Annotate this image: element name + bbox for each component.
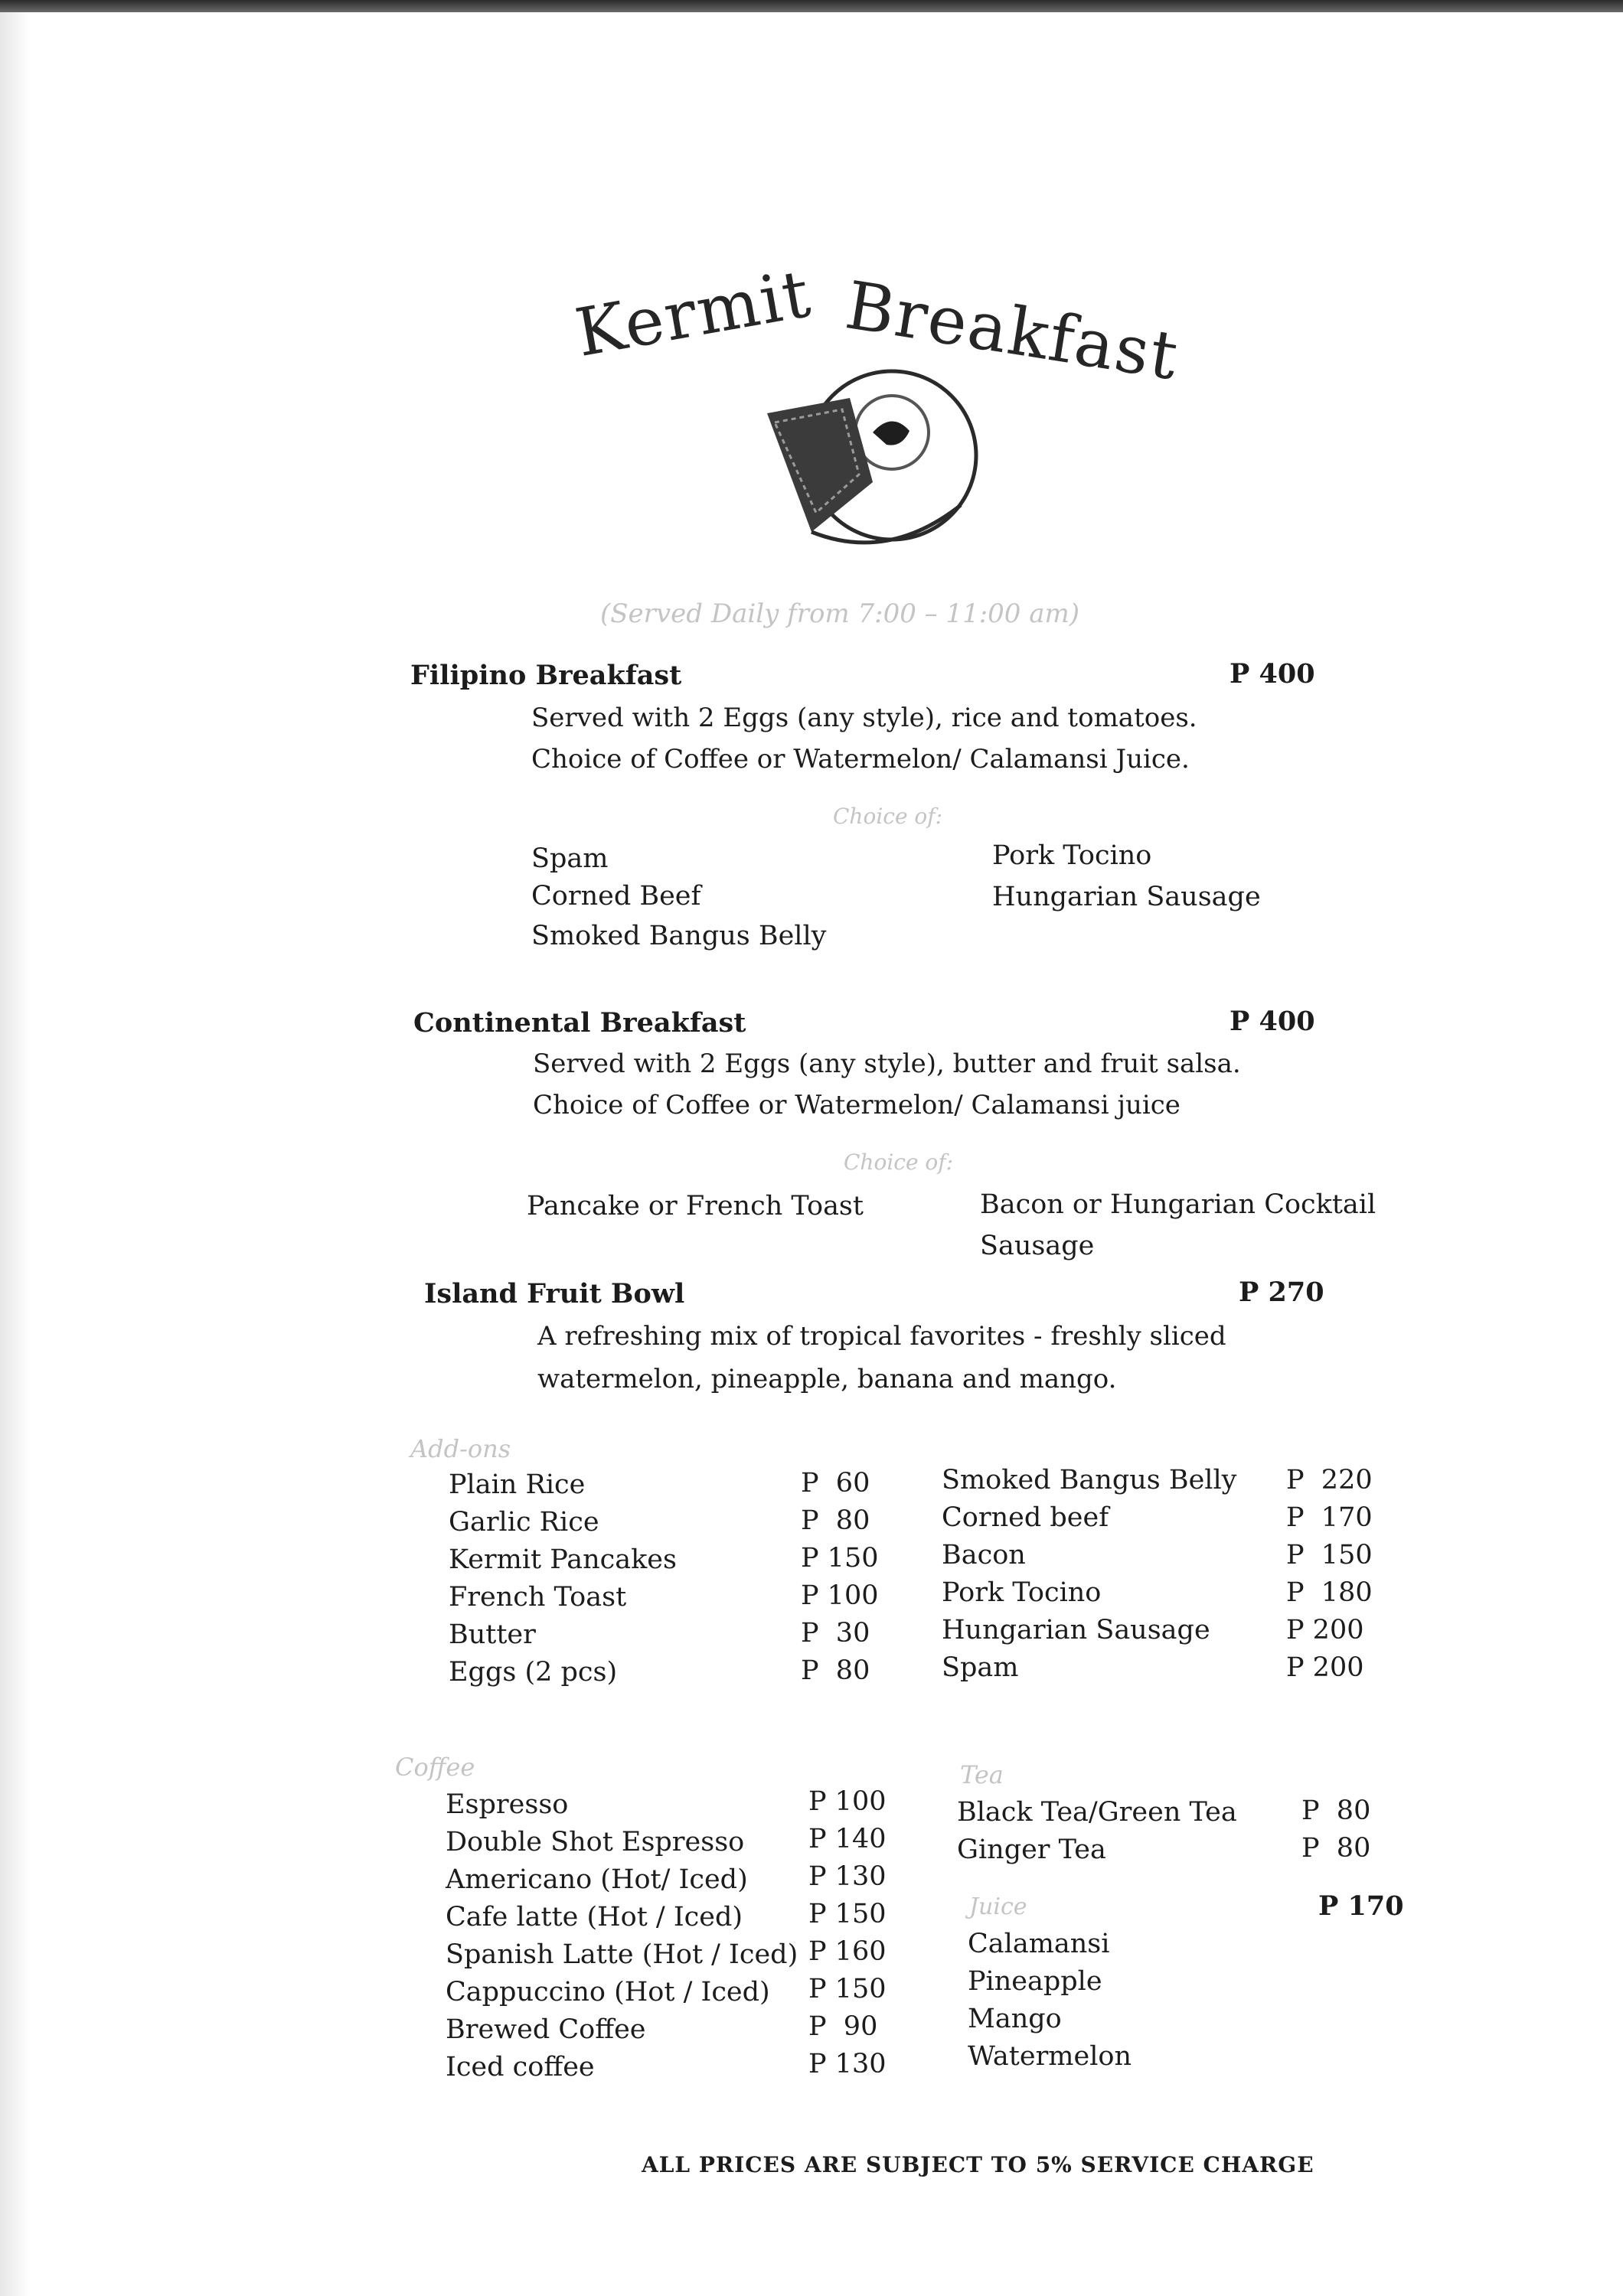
dish-desc-continental-1: Served with 2 Eggs (any style), butter and fruit salsa. — [533, 1049, 1241, 1079]
addon-name: Smoked Bangus Belly — [942, 1465, 1237, 1495]
coffee-item: Iced coffee — [446, 2052, 595, 2082]
dish-price-filipino: P 400 — [1229, 658, 1315, 690]
juice-item: Watermelon — [968, 2041, 1132, 2072]
choice-item: Hungarian Sausage — [992, 882, 1261, 912]
dish-desc-filipino-2: Choice of Coffee or Watermelon/ Calamansi Juice. — [531, 744, 1190, 775]
coffee-price: P 130 — [808, 1861, 887, 1892]
addon-name: Spam — [942, 1652, 1019, 1683]
addon-name: Pork Tocino — [942, 1577, 1102, 1608]
tea-names — [957, 1797, 1237, 1872]
coffee-item: Brewed Coffee — [446, 2014, 646, 2045]
tea-label: Tea — [960, 1760, 1004, 1789]
dish-price-fruit-bowl: P 270 — [1239, 1277, 1324, 1308]
addon-price: P 170 — [1286, 1502, 1373, 1533]
juice-item: Calamansi — [968, 1929, 1110, 1959]
coffee-price: P 90 — [808, 2011, 878, 2042]
addon-price: P 80 — [801, 1505, 870, 1536]
choice-label-continental: Choice of: — [844, 1150, 954, 1175]
coffee-price: P 150 — [808, 1974, 887, 2004]
served-hours: (Served Daily from 7:00 – 11:00 am) — [600, 598, 1080, 629]
dish-name-continental: Continental Breakfast — [413, 1007, 746, 1039]
coffee-item: Spanish Latte (Hot / Iced) — [446, 1939, 798, 1970]
dish-name-filipino: Filipino Breakfast — [410, 660, 682, 691]
service-charge-note: ALL PRICES ARE SUBJECT TO 5% SERVICE CHARGE — [642, 2152, 1314, 2177]
tea-prices — [1301, 1795, 1370, 1870]
addon-price: P 200 — [1286, 1652, 1364, 1683]
coffee-item: Cappuccino (Hot / Iced) — [446, 1977, 770, 2007]
addon-price: P 80 — [801, 1655, 870, 1686]
choices-left-filipino — [531, 843, 826, 958]
dish-desc-filipino-1: Served with 2 Eggs (any style), rice and tomatoes. — [531, 703, 1197, 733]
addon-price: P 220 — [1286, 1465, 1373, 1495]
scan-top-edge — [0, 0, 1623, 12]
juice-item: Mango — [968, 2004, 1062, 2034]
choice-item: Smoked Bangus Belly — [531, 921, 827, 951]
tea-item: Ginger Tea — [957, 1835, 1106, 1865]
coffee-names — [446, 1789, 798, 2089]
coffee-item: Americano (Hot/ Iced) — [446, 1864, 748, 1895]
dish-name-fruit-bowl: Island Fruit Bowl — [424, 1278, 685, 1309]
coffee-price: P 160 — [808, 1936, 887, 1967]
choice-item: Corned Beef — [531, 881, 701, 912]
dish-desc-fruit-1: A refreshing mix of tropical favorites - freshly sliced — [537, 1321, 1226, 1352]
choice-continental-right-2: Sausage — [980, 1231, 1095, 1261]
juice-price: P 170 — [1318, 1890, 1404, 1922]
addon-price: P 30 — [801, 1618, 870, 1649]
addon-name: Corned beef — [942, 1502, 1109, 1533]
choice-continental-right-1: Bacon or Hungarian Cocktail — [980, 1189, 1376, 1220]
choice-continental-left: Pancake or French Toast — [527, 1191, 864, 1221]
juice-names — [968, 1929, 1132, 2079]
dish-desc-fruit-2: watermelon, pineapple, banana and mango. — [537, 1364, 1117, 1394]
juice-item: Pineapple — [968, 1966, 1102, 1997]
coffee-prices — [808, 1786, 886, 2086]
coffee-label: Coffee — [395, 1753, 475, 1782]
choice-item: Spam — [531, 843, 609, 874]
addons-right-prices — [1286, 1465, 1373, 1690]
coffee-price: P 130 — [808, 2049, 887, 2079]
tea-price: P 80 — [1301, 1795, 1371, 1826]
breakfast-plate-icon — [758, 367, 988, 574]
addon-name: Hungarian Sausage — [942, 1615, 1210, 1645]
coffee-price: P 100 — [808, 1786, 887, 1817]
dish-price-continental: P 400 — [1229, 1006, 1315, 1037]
addon-name: Butter — [449, 1619, 536, 1650]
coffee-item: Espresso — [446, 1789, 569, 1820]
addons-label: Add-ons — [410, 1434, 511, 1463]
addons-left-prices — [801, 1468, 878, 1693]
addon-name: Kermit Pancakes — [449, 1544, 677, 1575]
coffee-item: Cafe latte (Hot / Iced) — [446, 1902, 743, 1932]
choice-label-filipino: Choice of: — [833, 804, 943, 829]
addon-price: P 150 — [1286, 1540, 1373, 1570]
addon-price: P 100 — [801, 1580, 879, 1611]
addon-name: Plain Rice — [449, 1469, 586, 1500]
coffee-price: P 150 — [808, 1899, 887, 1929]
title-kermit: Kermit — [570, 255, 817, 372]
addon-price: P 200 — [1286, 1615, 1364, 1645]
coffee-price: P 140 — [808, 1824, 887, 1854]
addon-name: French Toast — [449, 1582, 627, 1613]
addons-left-names — [449, 1469, 677, 1694]
dish-desc-continental-2: Choice of Coffee or Watermelon/ Calamansi juice — [533, 1090, 1181, 1120]
juice-label: Juice — [969, 1893, 1027, 1920]
choices-right-filipino — [992, 840, 1261, 919]
tea-price: P 80 — [1301, 1833, 1371, 1864]
addon-name: Bacon — [942, 1540, 1026, 1570]
tea-item: Black Tea/Green Tea — [957, 1797, 1237, 1828]
choice-item: Pork Tocino — [992, 840, 1152, 871]
addons-right-names — [942, 1465, 1236, 1690]
scan-left-shade — [0, 12, 31, 2296]
addon-price: P 150 — [801, 1543, 879, 1574]
addon-name: Garlic Rice — [449, 1507, 599, 1538]
addon-price: P 60 — [801, 1468, 870, 1499]
addon-price: P 180 — [1286, 1577, 1373, 1608]
coffee-item: Double Shot Espresso — [446, 1827, 745, 1857]
addon-name: Eggs (2 pcs) — [449, 1657, 618, 1688]
title-breakfast: Breakfast — [841, 267, 1184, 396]
